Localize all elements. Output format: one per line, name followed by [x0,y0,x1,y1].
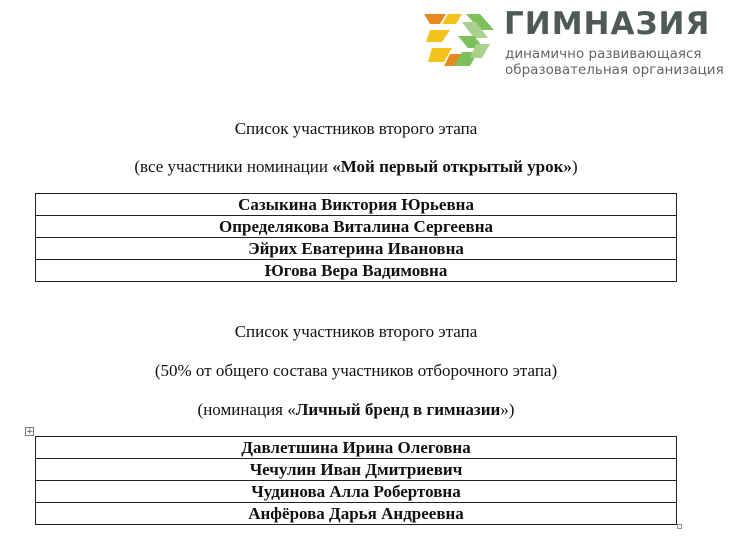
section2-nomination-name: Личный бренд в гимназии [295,400,501,419]
participant-name: Чудинова Алла Робертовна [36,481,677,503]
section1-subtitle-prefix: (все участники номинации [134,157,333,176]
table-row [36,503,677,525]
table-row [36,194,677,216]
participant-name: Эйрих Еватерина Ивановна [36,238,677,260]
table-row [36,238,677,260]
section1-subtitle-suffix: ) [571,157,578,176]
section2-nomination [0,400,712,420]
table-row [36,437,677,459]
section1-nomination: «Мой первый открытый урок» [332,157,572,176]
logo-title: ГИМНАЗИЯ [504,6,711,42]
section1-participants-table [35,193,677,282]
participant-name: Определякова Виталина Сергеевна [36,216,677,238]
participant-name: Давлетшина Ирина Олеговна [36,437,677,459]
section1-subtitle [0,157,712,177]
logo-subtitle-line2: образовательная организация [505,62,724,78]
participant-name: Чечулин Иван Дмитриевич [36,459,677,481]
participant-name: Югова Вера Вадимовна [36,260,677,282]
gymnasium-logo [422,8,742,76]
table-row [36,481,677,503]
section2-title: Список участников второго этапа [234,322,478,341]
table-resize-handle-icon[interactable] [677,524,682,529]
section2-nomination-prefix: (номинация « [197,400,296,419]
participant-name: Сазыкина Виктория Юрьевна [36,194,677,216]
logo-subtitle-line1: динамично развивающаяся [505,46,702,62]
section1-title: Список участников второго этапа [234,119,478,138]
section2-nomination-suffix: ») [500,400,515,419]
table-move-handle-icon[interactable]: + [26,427,34,437]
table-row [36,459,677,481]
logo-mark-icon [422,8,498,74]
table-row [36,260,677,282]
section2-note: (50% от общего состава участников отборочного этапа) [154,361,558,380]
participant-name: Анфёрова Дарья Андреевна [36,503,677,525]
section2-participants-table [35,436,677,525]
table-row [36,216,677,238]
